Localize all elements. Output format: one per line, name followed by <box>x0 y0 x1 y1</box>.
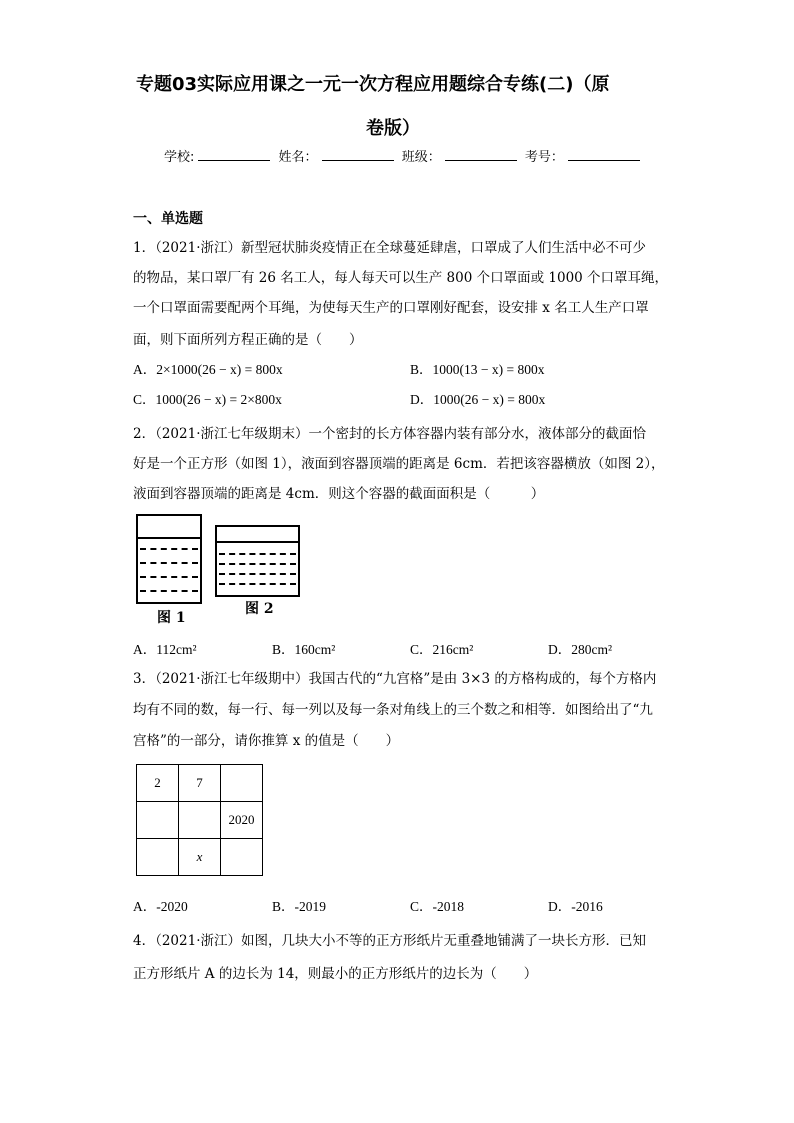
q3-option-b[interactable]: B．-2019 <box>272 899 326 914</box>
exam-number-blank[interactable] <box>568 148 640 161</box>
q3-text-line: 3．（2021·浙江七年级期中）我国古代的“九宫格”是由 3×3 的方格构成的，每个方格内 <box>133 671 657 687</box>
name-blank[interactable] <box>322 148 394 161</box>
q1-option-d[interactable]: D．1000(26 − x) = 800x <box>410 392 546 407</box>
grid-cell: 2 <box>137 765 179 802</box>
q2-text-line: 液面到容器顶端的距离是 4cm．则这个容器的截面面积是（ ） <box>133 486 545 502</box>
q3-option-a[interactable]: A．-2020 <box>133 899 188 914</box>
q3-text-line: 宫格”的一部分，请你推算 x 的值是（ ） <box>133 733 400 749</box>
class-blank[interactable] <box>445 148 517 161</box>
q1-text-line: 的物品，某口罩厂有 26 名工人，每人每天可以生产 800 个口罩面或 1000 个口罩耳绳， <box>133 270 669 286</box>
school-blank[interactable] <box>198 148 270 161</box>
doc-title-line2: 卷版） <box>366 118 420 139</box>
school-label: 学校: <box>164 150 195 165</box>
q1-text-line: 面，则下面所列方程正确的是（ ） <box>133 332 363 348</box>
grid-cell: 2020 <box>221 802 263 839</box>
grid-cell: 7 <box>179 765 221 802</box>
figure-2-label: 图 2 <box>245 601 274 617</box>
q3-text-line: 均有不同的数，每一行、每一列以及每一条对角线上的三个数之和相等．如图给出了“九 <box>133 702 653 718</box>
nine-grid-table <box>136 764 263 876</box>
q2-option-c[interactable]: C．216cm² <box>410 642 474 657</box>
q1-option-b[interactable]: B．1000(13 − x) = 800x <box>410 362 545 377</box>
figure-1-label: 图 1 <box>157 610 186 626</box>
q3-option-d[interactable]: D．-2016 <box>548 899 603 914</box>
q1-option-a[interactable]: A．2×1000(26 − x) = 800x <box>133 362 283 377</box>
class-label: 班级： <box>401 150 441 165</box>
grid-cell <box>179 802 221 839</box>
q4-text-line: 4．（2021·浙江）如图，几块大小不等的正方形纸片无重叠地铺满了一块长方形．已知 <box>133 933 646 949</box>
doc-title-line1: 专题03实际应用课之一元一次方程应用题综合专练(二)（原 <box>136 74 610 95</box>
q1-text-line: 1．（2021·浙江）新型冠状肺炎疫情正在全球蔓延肆虐，口罩成了人们生活中必不可少 <box>133 240 646 256</box>
q1-option-c[interactable]: C．1000(26 − x) = 2×800x <box>133 392 282 407</box>
q1-text-line: 一个口罩面需要配两个耳绳，为使每天生产的口罩刚好配套，设安排 x 名工人生产口罩 <box>133 300 649 316</box>
grid-cell <box>221 765 263 802</box>
grid-cell <box>137 802 179 839</box>
q2-text-line: 2．（2021·浙江七年级期末）一个密封的长方体容器内装有部分水，液体部分的截面恰 <box>133 426 646 442</box>
q2-option-a[interactable]: A．112cm² <box>133 642 197 657</box>
grid-cell: x <box>179 839 221 876</box>
q2-option-b[interactable]: B．160cm² <box>272 642 336 657</box>
student-info-line <box>164 146 644 165</box>
figure-2-container <box>215 525 300 597</box>
name-label: 姓名： <box>278 150 318 165</box>
q2-option-d[interactable]: D．280cm² <box>548 642 613 657</box>
exam-number-label: 考号： <box>524 150 564 165</box>
grid-cell <box>221 839 263 876</box>
figure-1-container <box>136 514 202 604</box>
q4-text-line: 正方形纸片 A 的边长为 14，则最小的正方形纸片的边长为（ ） <box>133 966 538 982</box>
q3-option-c[interactable]: C．-2018 <box>410 899 464 914</box>
q2-text-line: 好是一个正方形（如图 1），液面到容器顶端的距离是 6cm．若把该容器横放（如图 2）， <box>133 456 665 472</box>
section-heading: 一、单选题 <box>133 211 203 227</box>
grid-cell <box>137 839 179 876</box>
